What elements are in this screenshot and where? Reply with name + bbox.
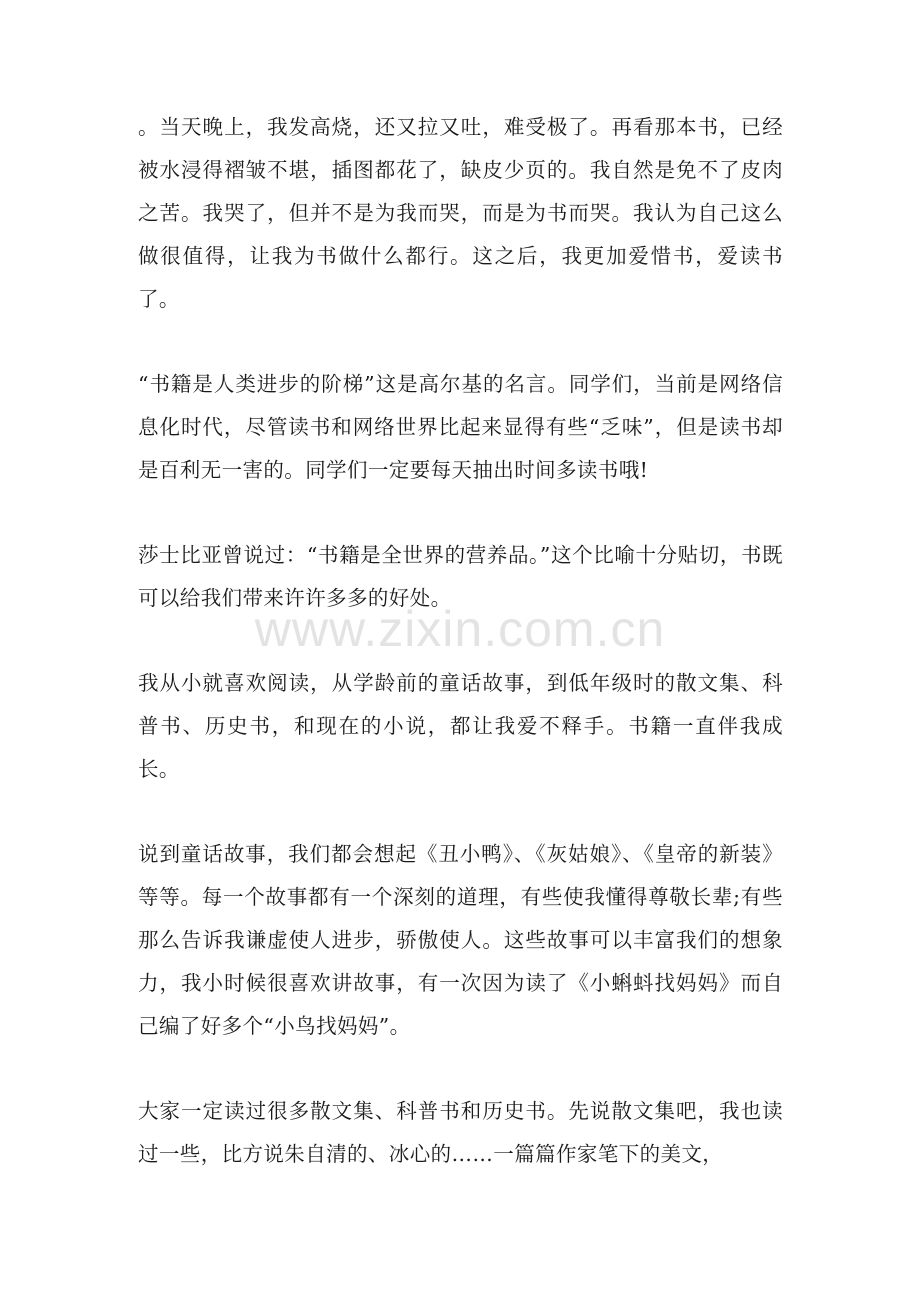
paragraph-6: 大家一定读过很多散文集、科普书和历史书。先说散文集吧，我也读过一些，比方说朱自清的、冰心的……一篇篇作家笔下的美文， (138, 1099, 783, 1166)
paragraph-5: 说到童话故事，我们都会想起《丑小鸭》、《灰姑娘》、《皇帝的新装》等等。每一个故事都有一个深刻的道理，有些使我懂得尊敬长辈;有些那么告诉我谦虚使人进步，骄傲使人。这些故事可以丰富我们的想象力，我小时候很喜欢讲故事，有一次因为读了《小蝌蚪找妈妈》而自己编了好多个“小鸟找妈妈”。 (138, 842, 783, 1038)
paragraph-1: 。当天晚上，我发高烧，还又拉又吐，难受极了。再看那本书，已经被水浸得褶皱不堪，插图都花了，缺皮少页的。我自然是免不了皮肉之苦。我哭了，但并不是为我而哭，而是为书而哭。我认为自己这么做很值得，让我为书做什么都行。这之后，我更加爱惜书，爱读书了。 (138, 115, 783, 311)
document-body (138, 106, 783, 1176)
watermark: www.zixin.com.cn (254, 601, 666, 657)
paragraph-3: 莎士比亚曾说过：“书籍是全世界的营养品。”这个比喻十分贴切，书既可以给我们带来许许多多的好处。 (138, 543, 783, 610)
paragraph-4: 我从小就喜欢阅读，从学龄前的童话故事，到低年级时的散文集、科普书、历史书，和现在的小说，都让我爱不释手。书籍一直伴我成长。 (138, 671, 783, 781)
paragraph-2: “书籍是人类进步的阶梯”这是高尔基的名言。同学们，当前是网络信息化时代，尽管读书和网络世界比起来显得有些“乏味”，但是读书却是百利无一害的。同学们一定要每天抽出时间多读书哦! (138, 372, 783, 482)
